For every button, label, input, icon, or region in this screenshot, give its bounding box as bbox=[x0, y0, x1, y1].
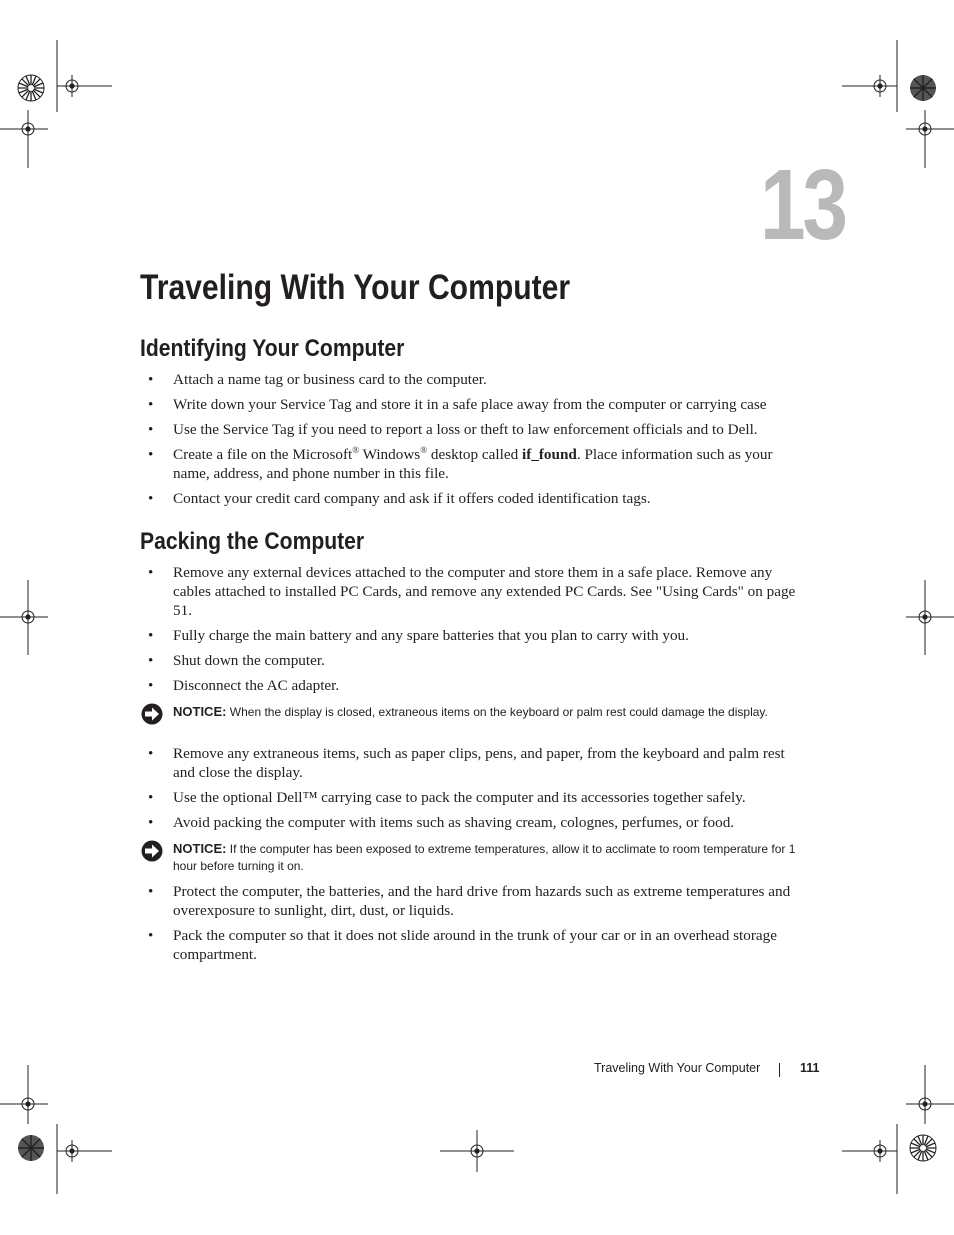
footer-divider bbox=[779, 1063, 780, 1077]
notice-arrow-icon bbox=[140, 703, 164, 725]
filename-if-found: if_found bbox=[521, 446, 577, 463]
packing-bullet-list-c bbox=[146, 882, 796, 970]
identifying-bullet-list bbox=[146, 370, 796, 514]
list-item: • Remove any extraneous items, such as paper clips, pens, and paper, from the keyboard and palm rest and close the display. bbox=[148, 745, 785, 781]
bullet-icon: • bbox=[148, 396, 154, 413]
bullet-icon: • bbox=[148, 745, 154, 762]
notice-display-closed bbox=[140, 703, 800, 721]
notice-extreme-temperatures bbox=[140, 840, 800, 875]
packing-bullet-list-b bbox=[146, 744, 796, 838]
bullet-icon: • bbox=[148, 677, 154, 694]
bullet-icon: • bbox=[148, 814, 154, 831]
bullet-icon: • bbox=[148, 371, 154, 388]
list-item: • Write down your Service Tag and store it in a safe place away from the computer or carrying case bbox=[148, 396, 767, 413]
bullet-icon: • bbox=[148, 490, 154, 507]
list-item: • Protect the computer, the batteries, and the hard drive from hazards such as extreme temperatures and overexposure to sunlight, dirt, dust, or liquids. bbox=[148, 883, 791, 919]
footer-running-title: Traveling With Your Computer bbox=[594, 1061, 761, 1075]
list-item: • Avoid packing the computer with items such as shaving cream, colognes, perfumes, or food. bbox=[148, 814, 735, 831]
notice-arrow-icon bbox=[140, 840, 164, 862]
chapter-number: 13 bbox=[760, 149, 845, 261]
notice-label: NOTICE: bbox=[173, 841, 227, 856]
list-item: • Attach a name tag or business card to the computer. bbox=[148, 371, 487, 388]
list-item: • Disconnect the AC adapter. bbox=[148, 677, 340, 694]
bullet-icon: • bbox=[148, 883, 154, 900]
bullet-icon: • bbox=[148, 421, 154, 438]
notice-text: If the computer has been exposed to extreme temperatures, allow it to acclimate to room temperature for 1 hour before turning it on. bbox=[173, 842, 796, 873]
notice-label: NOTICE: bbox=[173, 704, 227, 719]
list-item: • Contact your credit card company and ask if it offers coded identification tags. bbox=[148, 490, 651, 507]
bullet-icon: • bbox=[148, 652, 154, 669]
list-item: • Fully charge the main battery and any spare batteries that you plan to carry with you. bbox=[148, 627, 689, 644]
page-number: 111 bbox=[800, 1061, 820, 1075]
notice-text: When the display is closed, extraneous items on the keyboard or palm rest could damage the display. bbox=[226, 705, 768, 719]
packing-bullet-list-a bbox=[146, 563, 796, 701]
bullet-icon: • bbox=[148, 627, 154, 644]
list-item: • Remove any external devices attached to the computer and store them in a safe place. Remove any cables attached to installed PC Cards, and remove any extended PC Cards. See "Using Cards" on page 51. bbox=[148, 564, 796, 619]
list-item: • Use the optional Dell™ carrying case to pack the computer and its accessories together safely. bbox=[148, 789, 746, 806]
list-item: • Shut down the computer. bbox=[148, 652, 325, 669]
list-item: • Use the Service Tag if you need to report a loss or theft to law enforcement officials and to Dell. bbox=[148, 421, 758, 438]
section-title-packing: Packing the Computer bbox=[140, 528, 365, 555]
bullet-icon: • bbox=[148, 564, 154, 581]
bullet-icon: • bbox=[148, 927, 154, 944]
chapter-title: Traveling With Your Computer bbox=[140, 268, 571, 307]
bullet-icon: • bbox=[148, 789, 154, 806]
list-item: • Pack the computer so that it does not slide around in the trunk of your car or in an overhead storage compartment. bbox=[148, 927, 777, 963]
list-item: • Create a file on the Microsoft® Windows® desktop called if_found. Place information such as your name, address, and phone number in this file. bbox=[148, 444, 773, 482]
section-title-identifying: Identifying Your Computer bbox=[140, 335, 405, 362]
bullet-icon: • bbox=[148, 446, 154, 463]
